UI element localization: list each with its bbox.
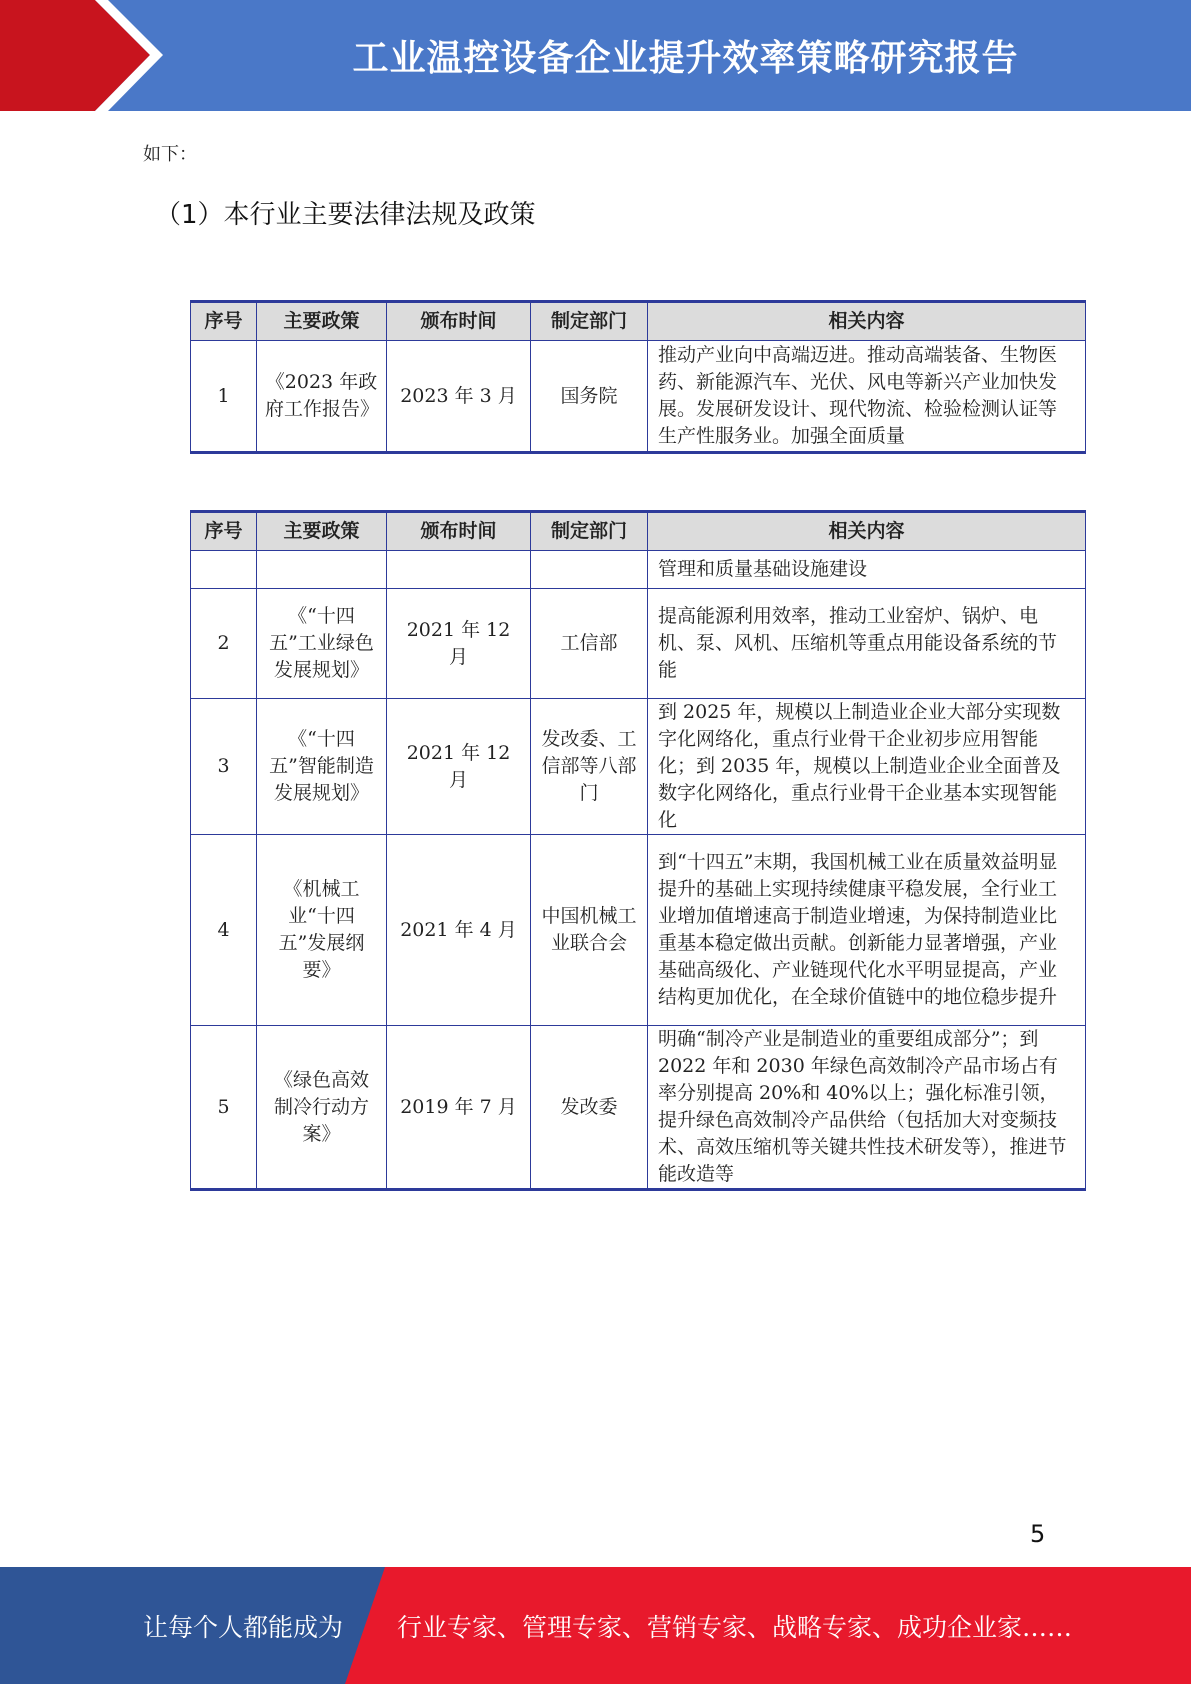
row-no: 2	[191, 589, 257, 699]
row-dept: 中国机械工业联合会	[531, 835, 648, 1026]
row-content: 明确“制冷产业是制造业的重要组成部分”；到 2022 年和 2030 年绿色高效制冷产品市场占有率分别提高 20%和 40%以上；强化标准引领，提升绿色高效制冷产品供给（包括加大对变频技术、高效压缩机等关键共性技术研发等），推进节能改造等	[648, 1026, 1086, 1190]
table-row	[191, 589, 1086, 699]
row-content: 提高能源利用效率，推动工业窑炉、锅炉、电机、泵、风机、压缩机等重点用能设备系统的节能	[648, 589, 1086, 699]
header-content: 相关内容	[648, 302, 1086, 341]
row-date: 2021 年 4 月	[387, 835, 531, 1026]
row-policy: 《机械工业“十四五”发展纲要》	[257, 835, 387, 1026]
table-header-row	[191, 512, 1086, 551]
row-no	[191, 551, 257, 589]
header-date: 颁布时间	[387, 302, 531, 341]
page-header	[0, 0, 1191, 111]
row-date	[387, 551, 531, 589]
header-dept: 制定部门	[531, 512, 648, 551]
row-policy: 《“十四五”智能制造发展规划》	[257, 699, 387, 835]
table-row	[191, 341, 1086, 453]
header-dept: 制定部门	[531, 302, 648, 341]
row-dept: 发改委	[531, 1026, 648, 1190]
header-date: 颁布时间	[387, 512, 531, 551]
row-dept: 国务院	[531, 341, 648, 453]
row-content: 到 2025 年，规模以上制造业企业大部分实现数字化网络化，重点行业骨干企业初步应用智能化；到 2035 年，规模以上制造业企业全面普及数字化网络化，重点行业骨干企业基本实现智能化	[648, 699, 1086, 835]
row-date: 2021 年 12 月	[387, 589, 531, 699]
page-number: 5	[1030, 1520, 1046, 1548]
table-row	[191, 551, 1086, 589]
header-policy: 主要政策	[257, 302, 387, 341]
policy-table-2	[190, 510, 1086, 1191]
row-policy: 《2023 年政府工作报告》	[257, 341, 387, 453]
intro-text: 如下：	[143, 144, 197, 165]
row-no: 4	[191, 835, 257, 1026]
footer-slogan-left: 让每个人都能成为	[143, 1612, 344, 1642]
footer-slogan-right: 行业专家、管理专家、营销专家、战略专家、成功企业家……	[397, 1612, 1073, 1642]
row-policy	[257, 551, 387, 589]
row-no: 3	[191, 699, 257, 835]
header-policy: 主要政策	[257, 512, 387, 551]
row-policy: 《绿色高效制冷行动方案》	[257, 1026, 387, 1190]
table-row	[191, 699, 1086, 835]
table-row	[191, 835, 1086, 1026]
header-red-chevron-icon	[0, 0, 200, 111]
row-no: 1	[191, 341, 257, 453]
row-content: 管理和质量基础设施建设	[648, 551, 1086, 589]
row-content: 到“十四五”末期，我国机械工业在质量效益明显提升的基础上实现持续健康平稳发展，全行业工业增加值增速高于制造业增速，为保持制造业比重基本稳定做出贡献。创新能力显著增强，产业基础高级化、产业链现代化水平明显提高，产业结构更加优化，在全球价值链中的地位稳步提升	[648, 835, 1086, 1026]
policy-table-1	[190, 300, 1086, 454]
section-title: （1）本行业主要法律法规及政策	[155, 200, 536, 230]
row-dept	[531, 551, 648, 589]
table-row	[191, 1026, 1086, 1190]
header-no: 序号	[191, 302, 257, 341]
header-content: 相关内容	[648, 512, 1086, 551]
row-date: 2019 年 7 月	[387, 1026, 531, 1190]
row-dept: 工信部	[531, 589, 648, 699]
row-no: 5	[191, 1026, 257, 1190]
report-title: 工业温控设备企业提升效率策略研究报告	[352, 38, 1019, 79]
row-content: 推动产业向中高端迈进。推动高端装备、生物医药、新能源汽车、光伏、风电等新兴产业加快发展。发展研发设计、现代物流、检验检测认证等生产性服务业。加强全面质量	[648, 341, 1086, 453]
row-policy: 《“十四五”工业绿色发展规划》	[257, 589, 387, 699]
row-date: 2021 年 12 月	[387, 699, 531, 835]
row-date: 2023 年 3 月	[387, 341, 531, 453]
header-no: 序号	[191, 512, 257, 551]
row-dept: 发改委、工信部等八部门	[531, 699, 648, 835]
page-footer	[0, 1567, 1191, 1684]
table-header-row	[191, 302, 1086, 341]
